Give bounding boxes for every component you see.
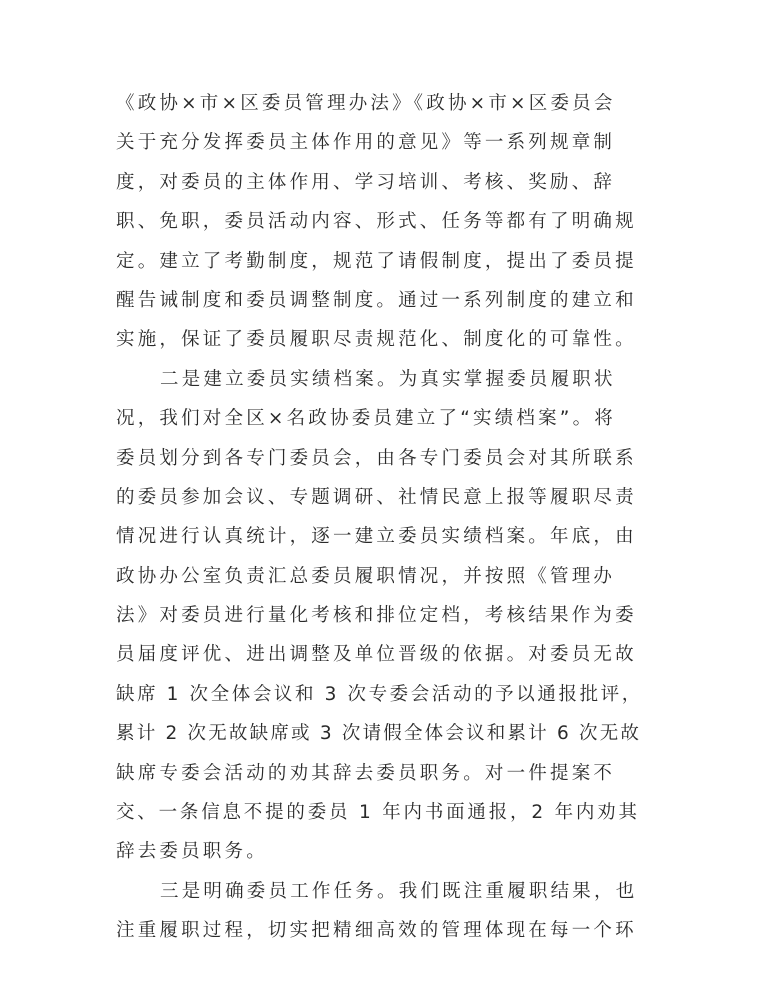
text-line: 注重履职过程，切实把精细高效的管理体现在每一个环 <box>116 920 637 942</box>
paragraph-performance-archive <box>116 360 644 872</box>
text-line: 的委员参加会议、专题调研、社情民意上报等履职尽责 <box>116 486 637 508</box>
document-body <box>116 84 644 951</box>
text-line: 委员划分到各专门委员会，由各专门委员会对其所联系 <box>116 447 637 469</box>
text-line: 员届度评优、进出调整及单位晋级的依据。对委员无故 <box>116 644 637 666</box>
text-line: 缺席 1 次全体会议和 3 次专委会活动的予以通报批评， <box>116 683 643 705</box>
paragraph-regulations <box>116 84 644 360</box>
text-line: 缺席专委会活动的劝其辞去委员职务。对一件提案不 <box>116 762 616 784</box>
text-line: 关于充分发挥委员主体作用的意见》等一系列规章制 <box>116 132 616 154</box>
text-line: 实施，保证了委员履职尽责规范化、制度化的可靠性。 <box>116 329 637 351</box>
text-line: 法》对委员进行量化考核和排位定档，考核结果作为委 <box>116 605 637 627</box>
text-line: 三是明确委员工作任务。我们既注重履职结果，也 <box>160 880 638 902</box>
text-line: 职、免职，委员活动内容、形式、任务等都有了明确规 <box>116 211 637 233</box>
text-line: 《政协×市×区委员管理办法》《政协×市×区委员会 <box>116 93 616 114</box>
text-line: 度，对委员的主体作用、学习培训、考核、奖励、辞 <box>116 171 616 193</box>
text-line: 二是建立委员实绩档案。为真实掌握委员履职状 <box>160 368 616 390</box>
text-line: 累计 2 次无故缺席或 3 次请假全体会议和累计 6 次无故 <box>116 723 642 745</box>
text-line: 定。建立了考勤制度，规范了请假制度，提出了委员提 <box>116 250 637 272</box>
text-line: 交、一条信息不提的委员 1 年内书面通报，2 年内劝其 <box>116 802 640 824</box>
paragraph-work-tasks <box>116 872 644 951</box>
text-line: 政协办公室负责汇总委员履职情况，并按照《管理办 <box>116 565 616 587</box>
text-line: 况，我们对全区×名政协委员建立了“实绩档案”。将 <box>116 408 616 430</box>
text-line: 情况进行认真统计，逐一建立委员实绩档案。年底，由 <box>116 526 637 548</box>
text-line: 辞去委员职务。 <box>116 841 268 863</box>
text-line: 醒告诫制度和委员调整制度。通过一系列制度的建立和 <box>116 289 637 311</box>
